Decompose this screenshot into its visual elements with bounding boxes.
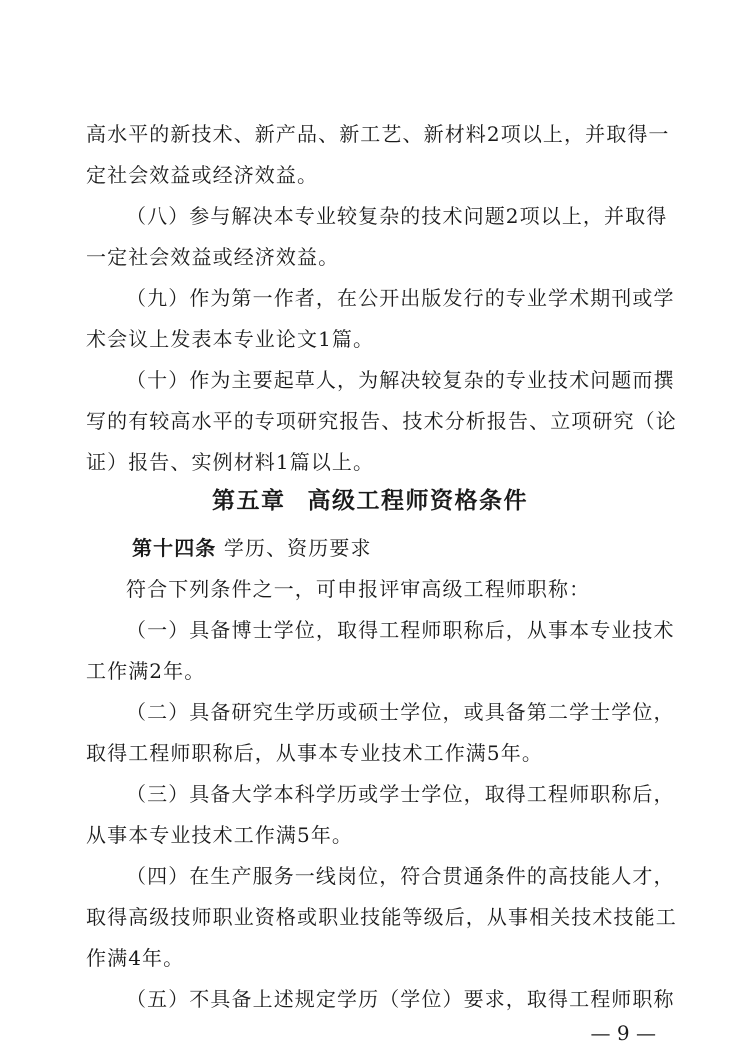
paragraph-line: 定社会效益或经济效益。 (86, 163, 319, 187)
article-heading (132, 535, 662, 561)
paragraph-line: （九）作为第一作者，在公开出版发行的专业学术期刊或学 (126, 286, 675, 310)
chapter-heading (0, 486, 740, 516)
paragraph-line: 工作满2年。 (86, 659, 206, 683)
paragraph-line: 从事本专业技术工作满5年。 (86, 823, 354, 847)
paragraph-line: （二）具备研究生学历或硕士学位，或具备第二学士学位， (126, 700, 675, 724)
paragraph-line: 作满4年。 (86, 946, 185, 970)
paragraph-line: （一）具备博士学位，取得工程师职称后，从事本专业技术 (126, 618, 675, 642)
paragraph-line: 符合下列条件之一，可申报评审高级工程师职称： (126, 577, 591, 601)
paragraph-line: 术会议上发表本专业论文1篇。 (86, 327, 375, 351)
paragraph-line: 写的有较高水平的专项研究报告、技术分析报告、立项研究（论 (86, 409, 677, 433)
paragraph-line: 证）报告、实例材料1篇以上。 (86, 450, 375, 474)
paragraph-line: （八）参与解决本专业较复杂的技术问题2项以上，并取得 (126, 204, 668, 228)
chapter-title: 高级工程师资格条件 (307, 488, 528, 514)
chapter-number: 第五章 (212, 488, 286, 514)
paragraph-line: （三）具备大学本科学历或学士学位，取得工程师职称后， (126, 782, 675, 806)
paragraph-line: 取得工程师职称后，从事本专业技术工作满5年。 (86, 741, 543, 765)
paragraph-line: （五）不具备上述规定学历（学位）要求，取得工程师职称 (126, 987, 675, 1011)
article-title: 学历、资历要求 (223, 536, 372, 560)
paragraph-line: 高水平的新技术、新产品、新工艺、新材料2项以上，并取得一 (86, 122, 670, 146)
paragraph-line: （十）作为主要起草人，为解决较复杂的专业技术问题而撰 (126, 368, 675, 392)
paragraph-line: （四）在生产服务一线岗位，符合贯通条件的高技能人才， (126, 864, 675, 888)
paragraph-line: 一定社会效益或经济效益。 (86, 245, 340, 269)
paragraph-line: 取得高级技师职业资格或职业技能等级后，从事相关技术技能工 (86, 905, 677, 929)
article-number: 第十四条 (132, 536, 217, 560)
page-number: — 9 — (590, 1021, 656, 1045)
